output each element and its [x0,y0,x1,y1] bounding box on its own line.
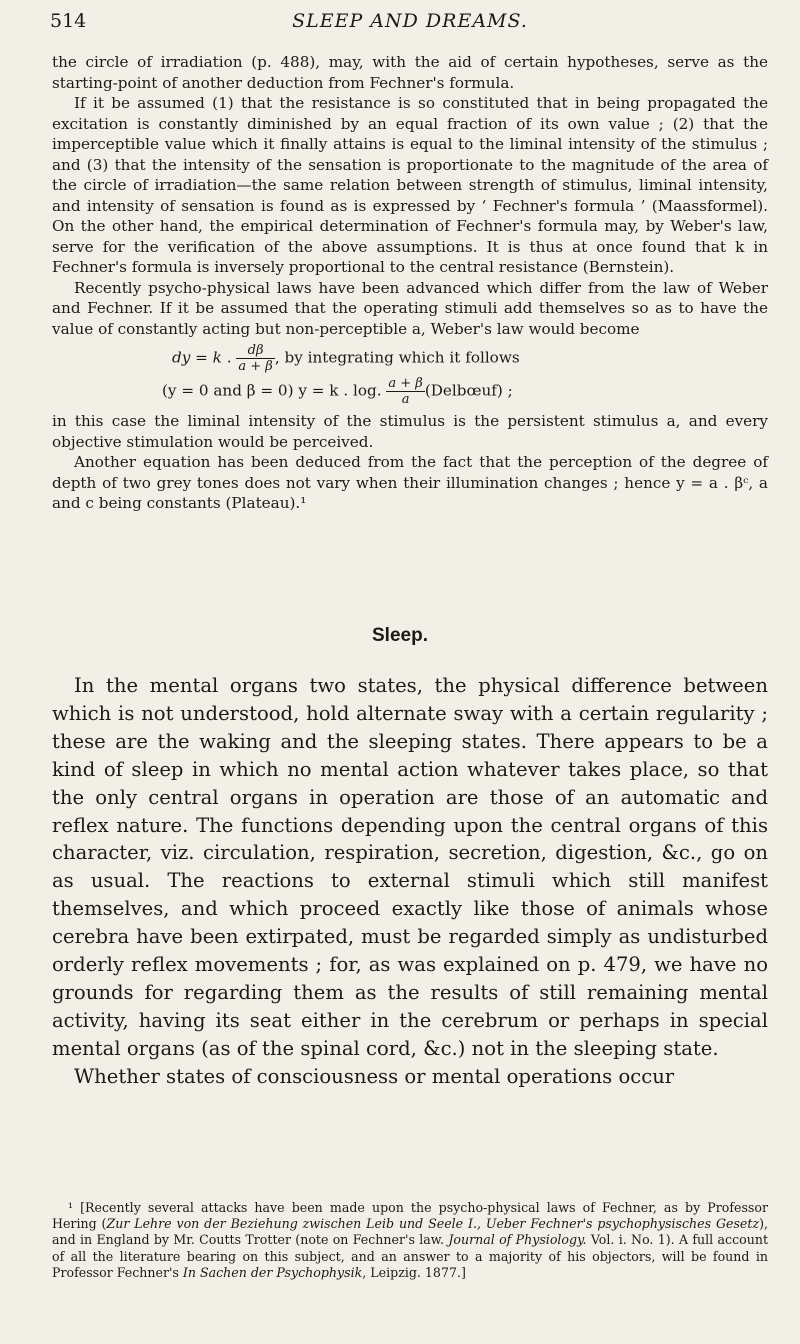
fraction [386,376,424,407]
paragraph: Recently psycho-physical laws have been advanced which differ from the law of Weber and Fechner. If it be assumed that the operating stimuli add themselves so as to have the value of constantly acting but non-perceptible a, Weber's law would become [52,278,768,338]
page-header [50,10,770,42]
section-psychophysics [52,52,768,514]
paragraph: Another equation has been deduced from the fact that the perception of the degree of depth of two grey tones does not vary when their illumination changes ; hence y = a . βᶜ, a and c being constants (Plateau).¹ [52,453,768,512]
denominator: a + β [238,359,273,374]
formula-text: (y = 0 and β = 0) y = k . log. [162,381,382,400]
paragraph: Whether states of consciousness or mental operations occur [74,1064,675,1088]
footnote-citation: Journal of Physiology. [448,1232,587,1248]
formula-text: , by integrating which it follows [274,348,520,367]
fraction [236,343,274,374]
paragraph: In the mental organs two states, the physical difference between which is not understood, hold alternate sway with a certain regularity ; these are the waking and the sleeping states. There appears to be a kind of sleep in which no mental action whatever takes place, so that the only central organs in operation are those of an automatic and reflex nature. The functions depending upon the central organs of this character, viz. circulation, respiration, secretion, digestion, &c., go on as usual. The reactions to external stimuli which still manifest themselves, and which proceed exactly like those of animals whose cerebra have been extirpated, must be regarded simply as undisturbed orderly reflex movements ; for, as was explained on p. 479, we have no grounds for regarding them as the results of still remaining mental activity, having its seat either in the cerebrum or perhaps in special mental organs (as of the spinal cord, &c.) not in the sleeping state. [52,674,768,1060]
section-sleep [52,672,768,1091]
numerator: a + β [388,376,423,391]
footnote-text: ), and in England by Mr. Coutts Trotter (note on Fechner's law. [52,1216,769,1248]
numerator: dβ [236,343,274,359]
formula-text: (Delbœuf) ; [424,381,513,400]
footnote [52,1200,768,1281]
formula-delboeuf [162,376,768,407]
section-heading: Sleep. [372,625,428,646]
denominator: a [401,392,410,407]
formula-text: dy = k . [172,348,232,367]
paragraph: the circle of irradiation (p. 488), may, with the aid of certain hypotheses, serve as the starting-point of another deduction from Fechner's formula. [52,53,768,92]
formula-weber [172,343,768,374]
footnote-text: , Leipzig. 1877.] [362,1264,466,1280]
running-title: SLEEP AND DREAMS. [292,10,528,32]
footnote-text: Vol. i. No. 1). A full account of all the literature bearing on this subject, and an answer to a majority of his objectors, will be found in Professor Fechner's [52,1232,769,1280]
paragraph: in this case the liminal intensity of the stimulus is the persistent stimulus a, and every objective stimulation would be perceived. [52,412,768,451]
paragraph: If it be assumed (1) that the resistance is so constituted that in being propagated the excitation is constantly diminished by an equal fraction of its own value ; (2) that the imperceptible value which it finally attains is equal to the liminal intensity of the stimulus ; and (3) that the intensity of the sensation is proportionate to the magnitude of the area of the circle of irradiation—the same relation between strength of stimulus, liminal intensity, and intensity of sensation is found as is expressed by ‘ Fechner's formula ’ (Maassformel). On the other hand, the empirical determination of Fechner's formula may, by Weber's law, serve for the verification of the above assumptions. It is thus at once found that k in Fechner's formula is inversely proportional to the central resistance (Bernstein). [52,94,768,276]
footnote-text: ¹ [Recently several attacks have been made upon the psycho-physical laws of Fechner, as by Professor Hering ( [52,1200,768,1232]
footnote-citation: Zur Lehre von der Beziehung zwischen Leib und Seele I., Ueber Fechner's psychophysisches Gesetz [106,1216,760,1232]
page-number: 514 [50,10,87,32]
footnote-citation: In Sachen der Psychophysik [182,1264,363,1280]
